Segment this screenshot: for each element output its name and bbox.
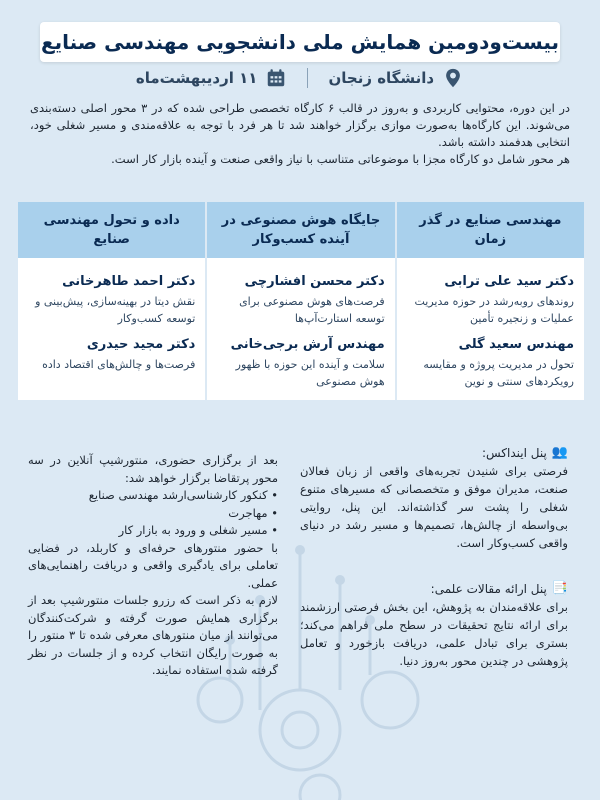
speaker-topic: فرصت‌ها و چالش‌های اقتصاد داده bbox=[42, 358, 196, 371]
speaker-name: دکتر احمد طاهرخانی bbox=[62, 274, 196, 289]
calendar-icon bbox=[265, 67, 287, 89]
mentorship-item: • مسیر شغلی و ورود به بازار کار bbox=[28, 522, 278, 540]
mentorship-intro: بعد از برگزاری حضوری، منتورشیپ آنلاین در سه محور پرتقاضا برگزار خواهد شد: bbox=[28, 453, 278, 485]
speaker-card bbox=[217, 337, 384, 390]
intro-paragraph: هر محور شامل دو کارگاه مجزا با موضوعاتی متناسب با نیاز واقعی صنعت و آینده بازار کار است. bbox=[111, 152, 570, 166]
workshops-table bbox=[18, 202, 584, 400]
panel-title-row bbox=[300, 444, 568, 462]
speaker-card bbox=[217, 274, 384, 327]
track-header: مهندسی صنایع در گذر زمان bbox=[395, 202, 584, 258]
track-header: داده و تحول مهندسی صنایع bbox=[18, 202, 205, 258]
mentorship-description: با حضور منتورهای حرفه‌ای و کاربلد، در فضایی تعاملی برای یادگیری واقعی و دریافت راهنمایی‌های عملی. bbox=[28, 540, 278, 590]
track-column bbox=[395, 258, 584, 400]
track-header: جایگاه هوش مصنوعی در آینده کسب‌وکار bbox=[205, 202, 394, 258]
speaker-card bbox=[28, 274, 195, 327]
papers-panel bbox=[300, 580, 568, 670]
people-icon: 👥 bbox=[551, 445, 568, 460]
panel-title: پنل اینداکس: bbox=[481, 446, 547, 460]
speaker-card bbox=[407, 337, 574, 390]
speaker-card bbox=[28, 337, 195, 373]
speaker-topic: فرصت‌های هوش مصنوعی برای توسعه استارت‌آپ‌ها bbox=[239, 295, 385, 325]
speaker-topic: سلامت و آینده این حوزه با ظهور هوش مصنوعی bbox=[235, 358, 385, 388]
speaker-topic: روندهای روبه‌رشد در حوزه مدیریت عملیات و زنجیره تأمین bbox=[414, 295, 574, 325]
speaker-name: مهندس آرش برجی‌خانی bbox=[230, 337, 385, 352]
panel-text: فرصتی برای شنیدن تجربه‌های واقعی از زبان فعالان صنعت، مدیران موفق و متخصصانی که مسیرهای متنوع شغلی را پشت سر گذاشته‌اند. این پنل، روایتی بی‌واسطه از چالش‌ها، تصمیم‌ها و مسیر رشد در دنیای واقعی کسب‌وکار است. bbox=[300, 464, 568, 550]
speaker-name: دکتر سید علی ترابی bbox=[444, 274, 574, 289]
location-label: دانشگاه زنجان bbox=[328, 69, 435, 87]
page-title: بیست‌ودومین همایش ملی دانشجویی مهندسی صنایع bbox=[40, 30, 560, 54]
track-column bbox=[205, 258, 394, 400]
speaker-card bbox=[407, 274, 574, 327]
speaker-topic: نقش دیتا در بهینه‌سازی، پیش‌بینی و توسعه کسب‌وکار bbox=[35, 295, 196, 325]
info-divider bbox=[307, 68, 308, 88]
panel-index bbox=[300, 444, 568, 552]
papers-text: برای علاقه‌مندان به پژوهش، این بخش فرصتی ارزشمند برای ارائه نتایج تحقیقات در سطح ملی فراهم می‌کند؛ بستری برای تبادل علمی، دریافت بازخورد و تعامل پژوهشی در چندین محور به‌روز دنیا. bbox=[300, 600, 568, 668]
panels-section bbox=[300, 444, 568, 670]
workshops-table-body bbox=[18, 258, 584, 400]
mentorship-item: • کنکور کارشناسی‌ارشد مهندسی صنایع bbox=[28, 487, 278, 505]
title-banner bbox=[40, 22, 560, 62]
speaker-name: دکتر محسن افشارچی bbox=[244, 274, 385, 289]
speaker-name: مهندس سعید گلی bbox=[458, 337, 574, 352]
event-date bbox=[136, 67, 288, 89]
papers-title-row bbox=[300, 580, 568, 598]
workshops-table-header bbox=[18, 202, 584, 258]
intro-paragraph: در این دوره، محتوایی کاربردی و به‌روز در قالب ۶ کارگاه تخصصی طراحی شده که در ۳ محور اصلی دسته‌بندی می‌شوند. این کارگاه‌ها به‌صورت موازی برگزار خواهند شد تا هر فرد با توجه به علاقه‌مندی و مسیر شغلی خود، انتخابی هدفمند داشته باشد. bbox=[30, 101, 570, 149]
papers-title: پنل ارائه مقالات علمی: bbox=[430, 582, 547, 596]
map-pin-icon bbox=[442, 67, 464, 89]
event-location bbox=[328, 67, 464, 89]
speaker-topic: تحول در مدیریت پروژه و مقایسه رویکردهای سنتی و نوین bbox=[423, 358, 574, 388]
intro-text bbox=[30, 100, 570, 168]
speaker-name: دکتر مجید حیدری bbox=[86, 337, 196, 352]
track-column bbox=[18, 258, 205, 400]
mentorship-note: لازم به ذکر است که رزرو جلسات منتورشیپ بعد از برگزاری همایش صورت گرفته و شرکت‌کنندگان می‌توانند از میان منتورهای معرفی شده تا ۳ منتور را به صورت رایگان انتخاب کرده و از جلسات در نظر گرفته شده استفاده نمایند. bbox=[28, 593, 278, 677]
mentorship-section bbox=[28, 452, 278, 680]
event-info-bar bbox=[90, 62, 510, 94]
document-icon: 📑 bbox=[551, 581, 568, 596]
mentorship-item: • مهاجرت bbox=[28, 505, 278, 523]
date-label: ۱۱ اردیبهشت‌ماه bbox=[135, 69, 258, 87]
